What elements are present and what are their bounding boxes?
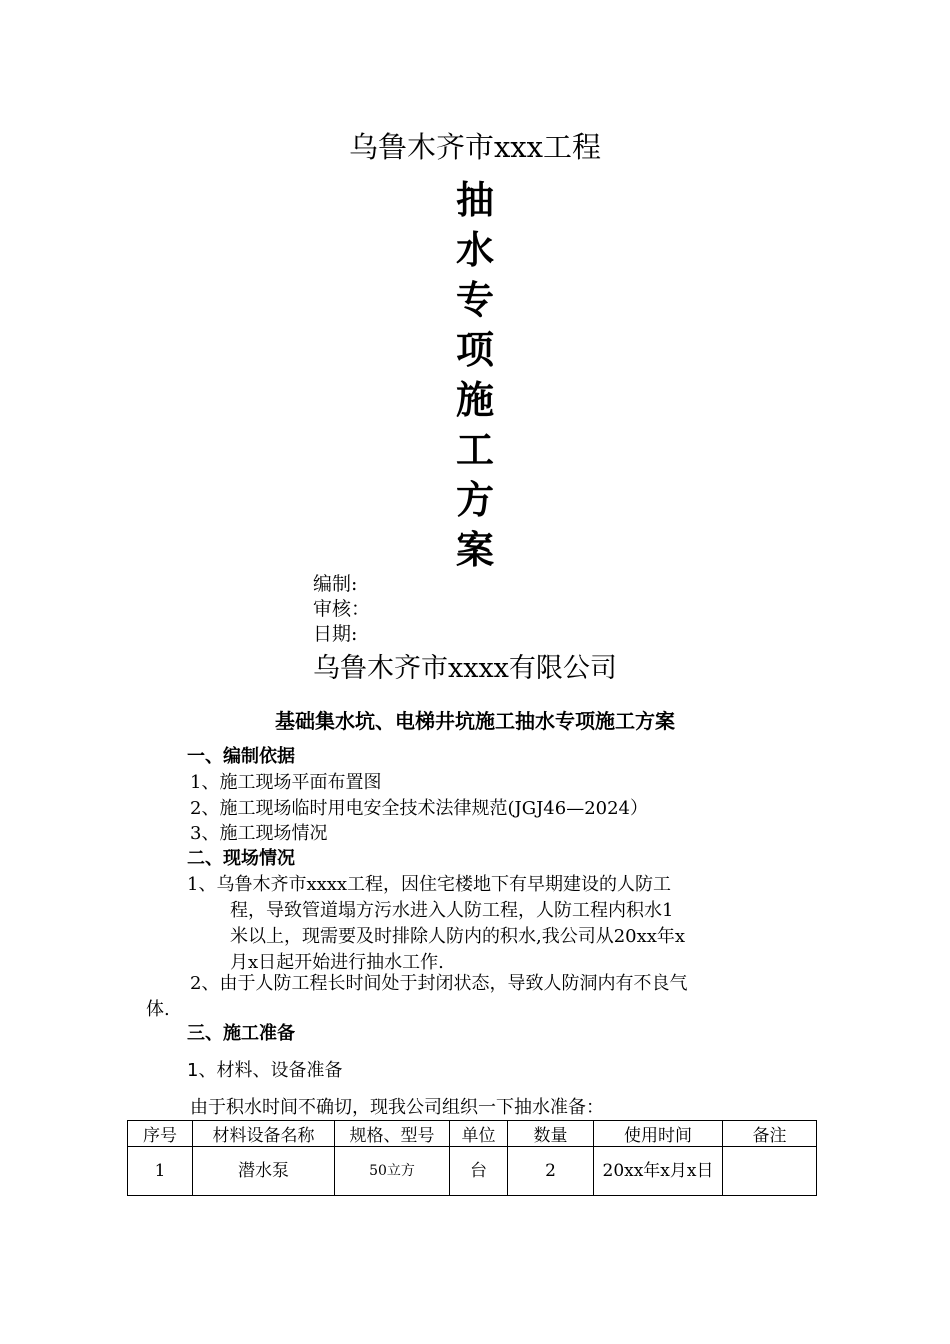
table-header-row <box>128 1121 817 1147</box>
section-heading-preparation: 三、施工准备 <box>187 1023 295 1044</box>
column-header: 材料设备名称 <box>193 1121 335 1147</box>
column-header: 使用时间 <box>594 1121 723 1147</box>
column-header: 序号 <box>128 1121 193 1147</box>
table-cell: 潜水泵 <box>193 1147 335 1196</box>
reviewer-label: 审核： <box>313 598 371 620</box>
basis-item: 2、施工现场临时用电安全技术法律规范(JGJ46—2024） <box>190 798 648 819</box>
site-paragraph-1 <box>187 872 807 976</box>
site-paragraph-2-line: 体. <box>146 999 170 1020</box>
cover-title-char: 项 <box>455 328 494 372</box>
company-name: 乌鲁木齐市xxxx有限公司 <box>313 653 617 684</box>
table-cell: 台 <box>450 1147 508 1196</box>
paragraph-line: 米以上，现需要及时排除人防内的积水,我公司从20xx年x <box>230 926 686 947</box>
cover-title-char: 抽 <box>455 178 494 222</box>
basis-item: 3、施工现场情况 <box>190 823 328 844</box>
table-row <box>128 1147 817 1196</box>
cover-vertical-title <box>425 175 525 575</box>
column-header: 单位 <box>450 1121 508 1147</box>
materials-table <box>127 1120 817 1196</box>
date-label: 日期: <box>313 623 358 645</box>
site-paragraph-2-line: 2、由于人防工程长时间处于封闭状态，导致人防洞内有不良气 <box>190 973 688 994</box>
table-cell: 1 <box>128 1147 193 1196</box>
cover-title-char: 案 <box>455 528 494 572</box>
basis-item: 1、施工现场平面布置图 <box>190 772 382 793</box>
materials-intro: 由于积水时间不确切，现我公司组织一下抽水准备： <box>190 1097 604 1118</box>
column-header: 数量 <box>508 1121 594 1147</box>
table-cell: 50立方 <box>335 1147 450 1196</box>
cover-subtitle: 乌鲁木齐市xxx工程 <box>348 130 602 164</box>
table-cell <box>723 1147 817 1196</box>
editor-label: 编制: <box>313 573 358 595</box>
cover-title-char: 专 <box>455 278 494 322</box>
table-cell: 20xx年x月x日 <box>594 1147 723 1196</box>
section-heading-site: 二、现场情况 <box>187 848 295 869</box>
column-header: 备注 <box>723 1121 817 1147</box>
column-header: 规格、型号 <box>335 1121 450 1147</box>
cover-title-char: 水 <box>455 228 494 272</box>
document-title: 基础集水坑、电梯井坑施工抽水专项施工方案 <box>275 709 675 733</box>
cover-title-char: 施 <box>455 378 494 422</box>
paragraph-line: 1、乌鲁木齐市xxxx工程，因住宅楼地下有早期建设的人防工 <box>187 874 672 895</box>
cover-title-char: 工 <box>455 428 494 472</box>
subsection-heading-materials: 1、材料、设备准备 <box>187 1060 343 1081</box>
cover-title-char: 方 <box>455 478 494 522</box>
section-heading-basis: 一、编制依据 <box>187 746 295 767</box>
paragraph-line: 月x日起开始进行抽水工作. <box>230 952 444 973</box>
paragraph-line: 程，导致管道塌方污水进入人防工程，人防工程内积水1 <box>230 900 674 921</box>
table-cell: 2 <box>508 1147 594 1196</box>
